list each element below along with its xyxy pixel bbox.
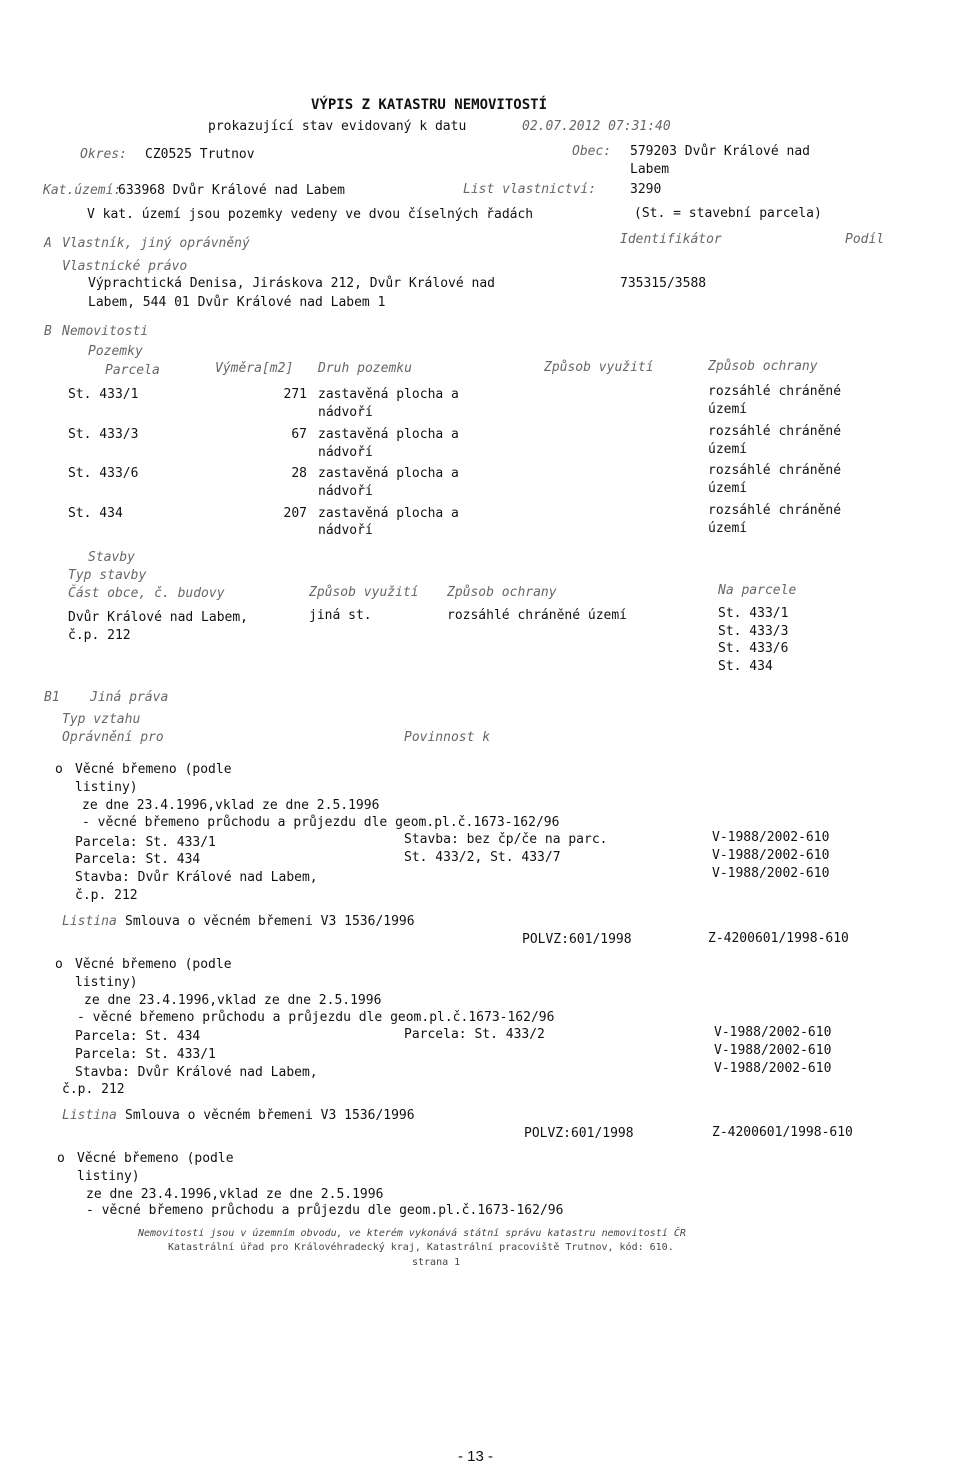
- polvz-reference: POLVZ:601/1998: [524, 1126, 634, 1141]
- parcel-number: St. 433/3: [68, 427, 139, 442]
- listina-label: Listina: [62, 914, 117, 929]
- obliged-building: Stavba: bez čp/če na parc.: [404, 832, 608, 847]
- bullet: o: [55, 957, 63, 972]
- entry-title-cont: listiny): [77, 1169, 140, 1184]
- okres-value: CZ0525 Trutnov: [145, 147, 255, 162]
- footer-line-2: Katastrální úřad pro Královéhradecký kraj, Katastrální pracoviště Trutnov, kód: 610.: [168, 1242, 674, 1253]
- record-reference: V-1988/2002-610: [712, 866, 830, 881]
- entry-description: - věcné břemeno průchodu a průjezdu dle geom.pl.č.1673-162/96: [77, 1010, 555, 1025]
- parcel-area: 28: [291, 466, 307, 481]
- parcel-type-cont: nádvoří: [318, 523, 373, 538]
- parcel-protection-cont: území: [708, 402, 748, 417]
- col-podil: Podíl: [845, 232, 885, 247]
- entry-description: - věcné břemeno průchodu a průjezdu dle geom.pl.č.1673-162/96: [86, 1203, 564, 1218]
- katuzemi-value: 633968 Dvůr Králové nad Labem: [118, 183, 345, 198]
- entry-title: Věcné břemeno (podle: [75, 957, 232, 972]
- col-zpusob-ochrany: Způsob ochrany: [708, 359, 818, 374]
- section-a-title: Vlastník, jiný oprávněný: [62, 236, 250, 251]
- parcel-type: zastavěná plocha a: [318, 387, 459, 402]
- katuzemi-label: Kat.území:: [43, 183, 122, 198]
- obliged-parcels: St. 433/2, St. 433/7: [404, 850, 561, 865]
- entitled-building-number: č.p. 212: [62, 1082, 125, 1097]
- st-abbreviation-note: (St. = stavební parcela): [634, 206, 822, 221]
- parcel-protection: rozsáhlé chráněné: [708, 503, 842, 518]
- parcel-protection: rozsáhlé chráněné: [708, 463, 842, 478]
- building-usage: jiná st.: [309, 608, 372, 623]
- building-number: č.p. 212: [68, 628, 131, 643]
- parcel-protection-cont: území: [708, 481, 748, 496]
- record-reference: V-1988/2002-610: [714, 1025, 832, 1040]
- extract-datetime: 02.07.2012 07:31:40: [522, 119, 671, 134]
- bullet: o: [57, 1151, 65, 1166]
- col-vymera: Výměra[m2]: [215, 361, 294, 376]
- parcel-type: zastavěná plocha a: [318, 427, 459, 442]
- parcel-protection-cont: území: [708, 521, 748, 536]
- z-reference: Z-4200601/1998-610: [708, 931, 849, 946]
- col-na-parcele: Na parcele: [718, 583, 797, 598]
- owner-line-2: Labem, 544 01 Dvůr Králové nad Labem 1: [88, 295, 386, 310]
- building-parcel: St. 434: [718, 659, 773, 674]
- entry-title-cont: listiny): [75, 975, 138, 990]
- povinnost-k-label: Povinnost k: [404, 730, 491, 745]
- building-parcel: St. 433/6: [718, 641, 789, 656]
- col-druh-pozemku: Druh pozemku: [318, 361, 412, 376]
- col-stavby-vyuziti: Způsob využití: [309, 585, 419, 600]
- stavby-label: Stavby: [88, 550, 135, 565]
- subtitle: prokazující stav evidovaný k datu: [208, 119, 467, 134]
- parcel-protection: rozsáhlé chráněné: [708, 424, 842, 439]
- bullet: o: [55, 762, 63, 777]
- col-zpusob-vyuziti: Způsob využití: [544, 360, 654, 375]
- obliged-parcel: Parcela: St. 433/2: [404, 1027, 545, 1042]
- listina-text: Smlouva o věcném břemeni V3 1536/1996: [125, 914, 415, 929]
- entitled-building: Stavba: Dvůr Králové nad Labem,: [75, 870, 318, 885]
- parcel-type: zastavěná plocha a: [318, 466, 459, 481]
- footer-line-1: Nemovitosti jsou v územním obvodu, ve kterém vykonává státní správu katastru nemovitostí ČR: [138, 1228, 686, 1239]
- parcel-number: St. 433/6: [68, 466, 139, 481]
- typ-vztahu-label: Typ vztahu: [62, 712, 141, 727]
- entry-title: Věcné břemeno (podle: [75, 762, 232, 777]
- parcel-protection-cont: území: [708, 442, 748, 457]
- lv-value: 3290: [630, 182, 662, 197]
- vlastnicke-pravo-label: Vlastnické právo: [62, 259, 188, 274]
- lv-label: List vlastnictví:: [463, 182, 597, 197]
- listina-text: Smlouva o věcném břemeni V3 1536/1996: [125, 1108, 415, 1123]
- z-reference: Z-4200601/1998-610: [712, 1125, 853, 1140]
- col-cast-obce: Část obce, č. budovy: [68, 586, 225, 601]
- col-identifikator: Identifikátor: [620, 232, 722, 247]
- parcel-type-cont: nádvoří: [318, 484, 373, 499]
- parcel-number: St. 434: [68, 506, 123, 521]
- entitled-building-number: č.p. 212: [75, 888, 138, 903]
- entitled-parcel: Parcela: St. 434: [75, 1029, 201, 1044]
- building-location: Dvůr Králové nad Labem,: [68, 610, 249, 625]
- entry-date: ze dne 23.4.1996,vklad ze dne 2.5.1996: [86, 1187, 384, 1202]
- section-b1-letter: B1: [44, 690, 60, 705]
- col-parcela: Parcela: [105, 363, 160, 378]
- entry-title: Věcné břemeno (podle: [77, 1151, 234, 1166]
- obec-value-1: 579203 Dvůr Králové nad: [630, 144, 811, 159]
- record-reference: V-1988/2002-610: [712, 830, 830, 845]
- okres-label: Okres:: [80, 147, 127, 162]
- parcel-protection: rozsáhlé chráněné: [708, 384, 842, 399]
- parcel-series-note: V kat. území jsou pozemky vedeny ve dvou číselných řadách: [87, 207, 534, 222]
- record-reference: V-1988/2002-610: [714, 1043, 832, 1058]
- entry-description: - věcné břemeno průchodu a průjezdu dle geom.pl.č.1673-162/96: [82, 815, 560, 830]
- building-protection: rozsáhlé chráněné území: [447, 608, 628, 623]
- obec-value-2: Labem: [630, 162, 670, 177]
- building-parcel: St. 433/3: [718, 624, 789, 639]
- parcel-area: 67: [291, 427, 307, 442]
- parcel-type: zastavěná plocha a: [318, 506, 459, 521]
- section-b-title: Nemovitosti: [62, 324, 149, 339]
- record-reference: V-1988/2002-610: [712, 848, 830, 863]
- entitled-parcel: Parcela: St. 434: [75, 852, 201, 867]
- obec-label: Obec:: [572, 144, 612, 159]
- section-b-letter: B: [44, 324, 52, 339]
- listina-label: Listina: [62, 1108, 117, 1123]
- parcel-number: St. 433/1: [68, 387, 139, 402]
- document-title: VÝPIS Z KATASTRU NEMOVITOSTÍ: [311, 97, 548, 113]
- parcel-area: 207: [283, 506, 307, 521]
- typ-stavby-label: Typ stavby: [68, 568, 147, 583]
- entitled-parcel: Parcela: St. 433/1: [75, 835, 216, 850]
- entitled-parcel: Parcela: St. 433/1: [75, 1047, 216, 1062]
- owner-line-1: Výprachtická Denisa, Jiráskova 212, Dvůr Králové nad: [88, 276, 495, 291]
- opravneni-pro-label: Oprávnění pro: [62, 730, 164, 745]
- entry-date: ze dne 23.4.1996,vklad ze dne 2.5.1996: [84, 993, 382, 1008]
- entitled-building: Stavba: Dvůr Králové nad Labem,: [75, 1065, 318, 1080]
- page-number: - 13 -: [458, 1448, 494, 1465]
- parcel-area: 271: [283, 387, 307, 402]
- section-a-letter: A: [44, 236, 52, 251]
- owner-identifier: 735315/3588: [620, 276, 707, 291]
- entry-title-cont: listiny): [75, 780, 138, 795]
- section-b1-title: Jiná práva: [90, 690, 169, 705]
- col-stavby-ochrana: Způsob ochrany: [447, 585, 557, 600]
- footer-page-label: strana 1: [412, 1257, 461, 1268]
- record-reference: V-1988/2002-610: [714, 1061, 832, 1076]
- polvz-reference: POLVZ:601/1998: [522, 932, 632, 947]
- pozemky-label: Pozemky: [88, 344, 143, 359]
- parcel-type-cont: nádvoří: [318, 445, 373, 460]
- parcel-type-cont: nádvoří: [318, 405, 373, 420]
- entry-date: ze dne 23.4.1996,vklad ze dne 2.5.1996: [82, 798, 380, 813]
- building-parcel: St. 433/1: [718, 606, 789, 621]
